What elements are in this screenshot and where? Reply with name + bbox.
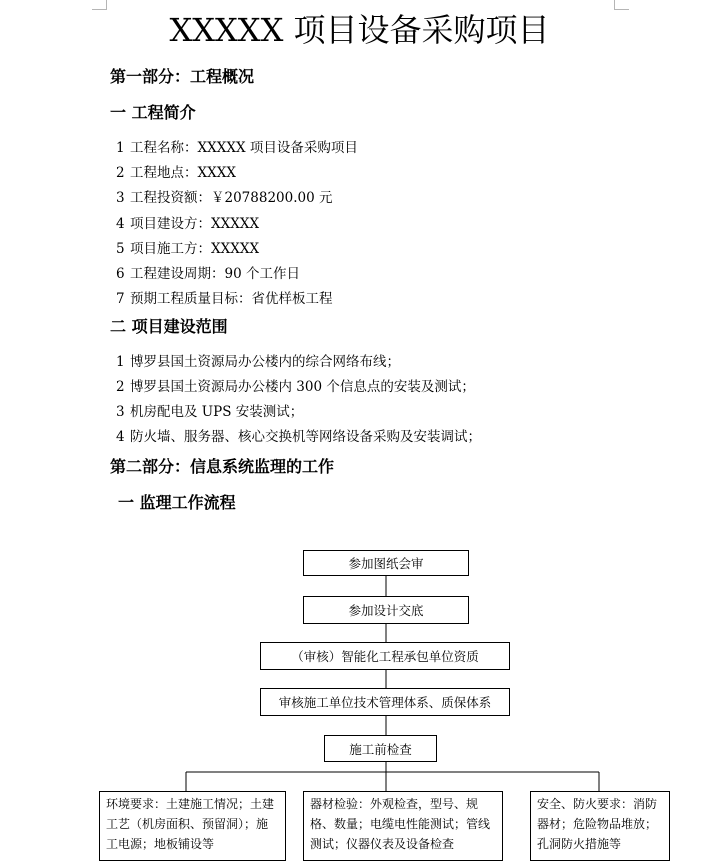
document-title: XXXXX 项目设备采购项目: [169, 11, 550, 49]
flow-branch-materials: 器材检验：外观检查，型号、规格、数量；电缆电性能测试；管线测试；仪器仪表及设备检查: [303, 791, 503, 861]
flow-step-design-disclosure: 参加设计交底: [303, 596, 469, 624]
list-item: 7 预期工程质量目标：省优样板工程: [116, 291, 333, 307]
section-heading-flow: 一 监理工作流程: [118, 493, 236, 512]
flow-step-qualification-review: （审核）智能化工程承包单位资质: [260, 642, 510, 670]
list-item: 6 工程建设周期：90 个工作日: [116, 266, 300, 282]
flow-step-quality-system-review: 审核施工单位技术管理体系、质保体系: [260, 688, 510, 716]
list-item: 1 博罗县国土资源局办公楼内的综合网络布线；: [116, 354, 400, 370]
list-item: 4 防火墙、服务器、核心交换机等网络设备采购及安装调试；: [116, 429, 481, 445]
section-heading-intro: 一 工程简介: [110, 103, 196, 122]
list-item: 2 博罗县国土资源局办公楼内 300 个信息点的安装及测试；: [116, 379, 475, 395]
flow-branch-environment: 环境要求：土建施工情况；土建工艺（机房面积、预留洞）；施工电源；地板铺设等: [99, 791, 286, 861]
flow-branch-safety: 安全、防火要求：消防器材；危险物品堆放；孔洞防火措施等: [530, 791, 670, 861]
list-item: 1 工程名称：XXXXX 项目设备采购项目: [116, 140, 358, 156]
flow-step-drawing-review: 参加图纸会审: [303, 550, 469, 576]
list-item: 2 工程地点：XXXX: [116, 165, 236, 181]
list-item: 5 项目施工方：XXXXX: [116, 241, 260, 257]
list-item: 4 项目建设方：XXXXX: [116, 216, 260, 232]
list-item: 3 机房配电及 UPS 安装测试；: [116, 404, 304, 420]
part-heading-1: 第一部分：工程概况: [110, 67, 255, 86]
flow-step-pre-construction-check: 施工前检查: [324, 735, 437, 762]
part-heading-2: 第二部分：信息系统监理的工作: [110, 457, 335, 476]
list-item: 3 工程投资额：￥20788200.00 元: [116, 190, 333, 206]
section-heading-scope: 二 项目建设范围: [110, 317, 228, 336]
